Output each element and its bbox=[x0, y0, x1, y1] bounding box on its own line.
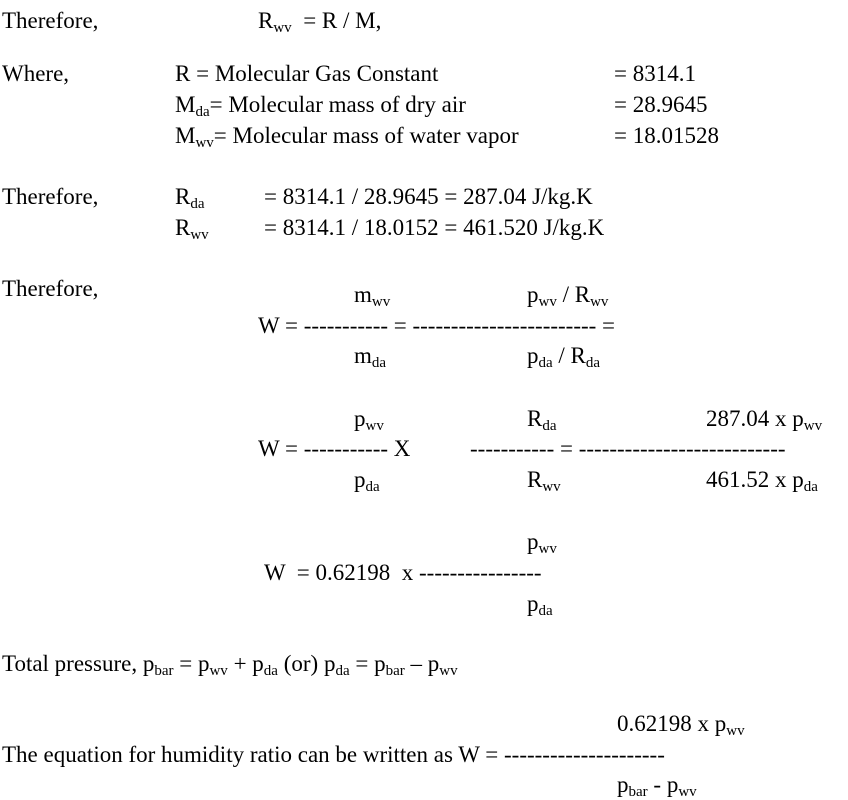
eq2-den2: $R_{wv}$ bbox=[527, 467, 561, 495]
def-Mwv-value: = 18.01528 bbox=[614, 123, 719, 148]
def-Mda-value: = 28.9645 bbox=[614, 92, 708, 117]
eq1-num1: $m_{wv}$ bbox=[354, 282, 391, 310]
def-R: R = Molecular Gas Constant bbox=[175, 61, 439, 86]
humidity-equation-line: The equation for humidity ratio can be written as W = --------------------- bbox=[2, 742, 665, 767]
eq1-main-line: W = ----------- = ------------------------ = bbox=[258, 313, 616, 338]
eq2-num1: $p_{wv}$ bbox=[354, 406, 384, 434]
humidity-num: 0.62198 x $p_{wv}$ bbox=[617, 711, 745, 739]
def-R-value: = 8314.1 bbox=[614, 61, 696, 86]
therefore-label-1: Therefore, bbox=[2, 8, 99, 33]
eq1-num2: $p_{wv} / R_{wv}$ bbox=[527, 282, 609, 310]
where-label: Where, bbox=[2, 61, 70, 86]
humidity-den: $p_{bar} - p_{wv}$ bbox=[617, 772, 697, 800]
rwv-computation: = 8314.1 / 18.0152 = 461.520 J/kg.K bbox=[264, 215, 605, 240]
eq2-den1: $p_{da}$ bbox=[354, 467, 380, 495]
therefore-label-2: Therefore, bbox=[2, 184, 99, 209]
eq3-num: $p_{wv}$ bbox=[527, 529, 557, 557]
eq2-right-bars: ----------- = --------------------------- bbox=[470, 436, 786, 461]
rwv-definition: $R_{wv} = R / M$, bbox=[258, 8, 382, 36]
eq2-den3: 461.52 x $p_{da}$ bbox=[706, 467, 818, 495]
total-pressure-line: Total pressure, $p_{bar} = p_{wv} + p_{da}$ (or) $p_{da} = p_{bar} - p_{wv}$ bbox=[2, 651, 458, 679]
def-Mda: $M_{da}=$ Molecular mass of dry air bbox=[175, 92, 466, 120]
rda-symbol: $R_{da}$ bbox=[175, 184, 205, 212]
eq1-den2: $p_{da} / R_{da}$ bbox=[527, 343, 601, 371]
rda-computation: = 8314.1 / 28.9645 = 287.04 J/kg.K bbox=[264, 184, 593, 209]
eq2-num2: $R_{da}$ bbox=[527, 406, 557, 434]
rwv-symbol: $R_{wv}$ bbox=[175, 215, 209, 243]
eq2-num3: 287.04 x $p_{wv}$ bbox=[706, 406, 823, 434]
def-Mwv: $M_{wv}=$ Molecular mass of water vapor bbox=[175, 123, 519, 151]
eq3-main-line: W = 0.62198 x ---------------- bbox=[264, 560, 542, 585]
eq3-den: $p_{da}$ bbox=[527, 591, 553, 619]
therefore-label-3: Therefore, bbox=[2, 276, 99, 301]
eq2-main-line: W = ----------- X bbox=[258, 436, 411, 461]
eq1-den1: $m_{da}$ bbox=[354, 343, 387, 371]
